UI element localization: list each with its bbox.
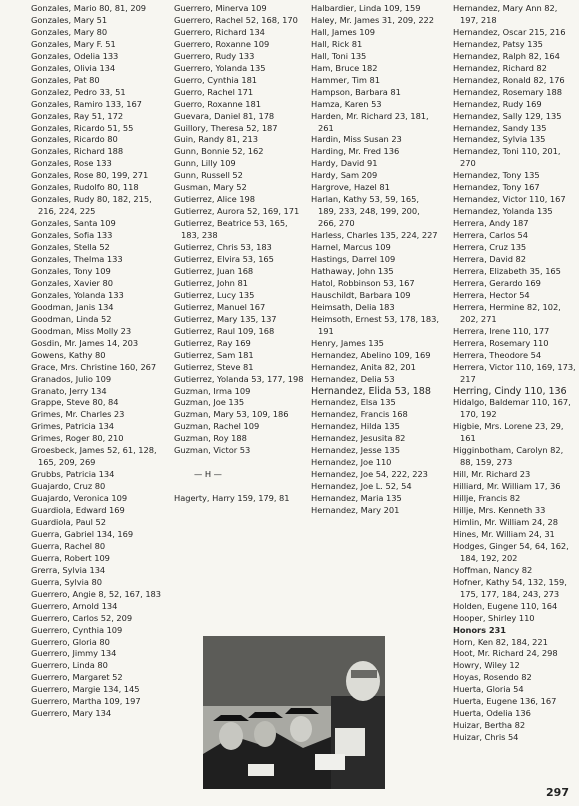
index-entry: Higbie, Mrs. Lorene 23, 29, 161 xyxy=(453,421,564,444)
index-entry: Hernandez, Francis 168 xyxy=(311,409,408,420)
index-entry: Guerrero, Arnold 134 xyxy=(31,600,118,611)
index-entry: Gutierrez, Manuel 167 xyxy=(174,301,266,312)
index-entry: Hall, James 109 xyxy=(311,26,375,37)
index-entry: Guzman, Roy 188 xyxy=(174,433,247,444)
index-entry: Heimsoth, Ernest 53, 178, 183, 191 xyxy=(311,313,439,336)
index-column-2 xyxy=(174,3,304,505)
index-entry: Haley, Mr. James 31, 209, 222 xyxy=(311,14,435,25)
index-entry: Herrera, Elizabeth 35, 165 xyxy=(453,265,561,276)
index-entry: Herrera, Hermine 82, 102, 202, 271 xyxy=(453,301,561,324)
index-entry: Hidalgo, Baldemar 110, 167, 170, 192 xyxy=(453,397,571,420)
index-entry: Hoot, Mr. Richard 24, 298 xyxy=(453,648,558,659)
index-entry: Guin, Randy 81, 213 xyxy=(174,134,258,145)
index-entry: Guerrero, Martha 109, 197 xyxy=(31,696,141,707)
index-entry: Gunn, Russell 52 xyxy=(174,170,243,181)
index-entry: Herrera, David 82 xyxy=(453,254,527,265)
index-entry: Gonzales, Mary 80 xyxy=(31,26,108,37)
index-entry: Gutierrez, Mary 135, 137 xyxy=(174,313,277,324)
index-entry: Hoyas, Rosendo 82 xyxy=(453,672,532,683)
index-entry: Guzman, Joe 135 xyxy=(174,397,245,408)
index-entry: Goodman, Linda 52 xyxy=(31,313,112,324)
index-entry: Guerrero, Angie 8, 52, 167, 183 xyxy=(31,588,162,599)
index-entry: Gonzales, Santa 109 xyxy=(31,218,116,229)
index-entry: Gutierrez, Sam 181 xyxy=(174,349,254,360)
index-entry: Gonzales, Pat 80 xyxy=(31,74,100,85)
index-entry: Gowens, Kathy 80 xyxy=(31,349,106,360)
index-entry: Herrera, Irene 110, 177 xyxy=(453,325,550,336)
index-entry: Harnel, Marcus 109 xyxy=(311,242,391,253)
index-entry: Guardiola, Paul 52 xyxy=(31,516,106,527)
index-entry: Hall, Rick 81 xyxy=(311,38,363,49)
index-entry: Hernandez, Patsy 135 xyxy=(453,38,543,49)
index-entry: Holden, Eugene 110, 164 xyxy=(453,600,558,611)
index-entry: Gonzales, Odelia 133 xyxy=(31,50,119,61)
index-entry: Guerro, Rachel 171 xyxy=(174,86,254,97)
index-entry: Hall, Toni 135 xyxy=(311,50,367,61)
index-entry: Hatol, Robbinson 53, 167 xyxy=(311,277,415,288)
index-entry: Hernandez, Jesse 135 xyxy=(311,445,400,456)
index-entry: Gonzales, Ray 51, 172 xyxy=(31,110,124,121)
index-entry: Hardy, David 91 xyxy=(311,158,378,169)
index-entry: Guzman, Rachel 109 xyxy=(174,421,260,432)
index-entry: Huizar, Chris 54 xyxy=(453,732,519,743)
index-entry: Gonzales, Thelma 133 xyxy=(31,254,123,265)
index-entry: Grerra, Sylvia 134 xyxy=(31,564,106,575)
index-entry: Guerra, Sylvia 80 xyxy=(31,576,102,587)
index-entry: Gutierrez, John 81 xyxy=(174,277,248,288)
index-entry: Granados, Julio 109 xyxy=(31,373,112,384)
index-entry: Hill, Mr. Richard 23 xyxy=(453,469,531,480)
index-entry: Herrera, Cruz 135 xyxy=(453,242,527,253)
index-entry: Hernandez, Hilda 135 xyxy=(311,421,400,432)
index-entry: Grimes, Patricia 134 xyxy=(31,421,115,432)
index-entry: Harlan, Kathy 53, 59, 165, 189, 233, 248, 199, 200, 266, 270 xyxy=(311,194,420,229)
index-entry: Huerta, Gloria 54 xyxy=(453,684,524,695)
index-entry: Hastings, Darrel 109 xyxy=(311,254,396,265)
index-entry: Guerrero, Minerva 109 xyxy=(174,3,267,13)
index-entry: Hernandez, Tony 135 xyxy=(453,170,540,181)
index-entry: Herrera, Gerardo 169 xyxy=(453,277,541,288)
index-entry: Gutierrez, Yolanda 53, 177, 198 xyxy=(174,373,304,384)
index-entry: Guerrero, Linda 80 xyxy=(31,660,108,671)
index-entry: Herrera, Andy 187 xyxy=(453,218,529,229)
index-entry: Hauschildt, Barbara 109 xyxy=(311,289,411,300)
index-entry: Guerrero, Gloria 80 xyxy=(31,636,110,647)
index-entry: Hernandez, Rosemary 188 xyxy=(453,86,562,97)
index-entry: Gosdin, Mr. James 14, 203 xyxy=(31,337,139,348)
index-entry: Hernandez, Sandy 135 xyxy=(453,122,547,133)
index-entry: Guerrero, Mary 134 xyxy=(31,708,112,719)
index-entry: Grappe, Steve 80, 84 xyxy=(31,397,119,408)
index-entry: Guerrero, Roxanne 109 xyxy=(174,38,270,49)
index-entry: Halbardier, Linda 109, 159 xyxy=(311,3,421,13)
index-entry: Hernandez, Jesusita 82 xyxy=(311,433,406,444)
index-entry: Gonzales, Ramiro 133, 167 xyxy=(31,98,142,109)
index-entry: Hernandez, Joe 110 xyxy=(311,457,392,468)
index-entry: Gutierrez, Beatrice 53, 165, 183, 238 xyxy=(174,218,288,241)
index-entry: Henry, James 135 xyxy=(311,337,384,348)
index-entry: Gonzales, Rose 80, 199, 271 xyxy=(31,170,149,181)
index-entry: Guerrero, Yolanda 135 xyxy=(174,62,266,73)
index-entry: Guerra, Rachel 80 xyxy=(31,540,106,551)
index-entry: Harding, Mr. Fred 136 xyxy=(311,146,400,157)
index-entry: Herrera, Theodore 54 xyxy=(453,349,542,360)
index-entry: Gutierrez, Alice 198 xyxy=(174,194,256,205)
index-entry: Hernandez, Elsa 135 xyxy=(311,397,396,408)
index-column-4 xyxy=(453,3,577,744)
index-entry: Hernandez, Sally 129, 135 xyxy=(453,110,562,121)
index-entry: Guerra, Gabriel 134, 169 xyxy=(31,528,134,539)
index-entry: Gonzales, Stella 52 xyxy=(31,242,110,253)
index-entry: Gutierrez, Lucy 135 xyxy=(174,289,255,300)
index-entry: Harden, Mr. Richard 23, 181, 261 xyxy=(311,110,429,133)
index-entry: Gonzales, Rose 133 xyxy=(31,158,112,169)
index-entry: Guardiola, Edward 169 xyxy=(31,505,125,516)
index-entry: Guerrero, Richard 134 xyxy=(174,26,265,37)
index-entry: Hernandez, Maria 135 xyxy=(311,493,402,504)
index-entry: Hillje, Mrs. Kenneth 33 xyxy=(453,505,546,516)
index-entry: Guerra, Robert 109 xyxy=(31,552,110,563)
index-entry: Guzman, Victor 53 xyxy=(174,445,251,456)
index-entry: Hagerty, Harry 159, 179, 81 xyxy=(174,493,290,504)
index-entry: Hofner, Kathy 54, 132, 159, 175, 177, 184, 243, 273 xyxy=(453,576,567,599)
index-entry: Hooper, Shirley 110 xyxy=(453,612,535,623)
index-entry: Gutierrez, Ray 169 xyxy=(174,337,251,348)
index-entry: Hoffman, Nancy 82 xyxy=(453,564,533,575)
index-entry: Gonzales, Olivia 134 xyxy=(31,62,116,73)
index-entry: Gonzales, Richard 188 xyxy=(31,146,124,157)
index-entry: Guerrero, Carlos 52, 209 xyxy=(31,612,133,623)
index-entry: Gutierrez, Juan 168 xyxy=(174,265,254,276)
index-entry: Gonzales, Yolanda 133 xyxy=(31,289,124,300)
index-entry: Gonzales, Mario 80, 81, 209 xyxy=(31,3,147,13)
index-entry: Guzman, Irma 109 xyxy=(174,385,251,396)
index-entry: Gonzales, Rudy 80, 182, 215, 216, 224, 225 xyxy=(31,194,152,217)
index-entry: Gutierrez, Chris 53, 183 xyxy=(174,242,272,253)
index-entry: Guevara, Daniel 81, 178 xyxy=(174,110,275,121)
index-entry: Hernandez, Rudy 169 xyxy=(453,98,542,109)
index-entry: Hernandez, Elida 53, 188 xyxy=(311,385,431,397)
index-entry: Hernandez, Toni 110, 201, 270 xyxy=(453,146,561,169)
index-entry: Hammer, Tim 81 xyxy=(311,74,380,85)
index-entry: Hernandez, Richard 82 xyxy=(453,62,547,73)
index-entry: Grace, Mrs. Christine 160, 267 xyxy=(31,361,157,372)
index-entry: Gutierrez, Elvira 53, 165 xyxy=(174,254,274,265)
index-entry: Guajardo, Veronica 109 xyxy=(31,493,128,504)
index-entry: Hillje, Francis 82 xyxy=(453,493,521,504)
index-entry: Gonzales, Ricardo 80 xyxy=(31,134,118,145)
index-entry: Hernandez, Anita 82, 201 xyxy=(311,361,416,372)
index-column-1 xyxy=(31,3,169,720)
index-entry: Herrera, Hector 54 xyxy=(453,289,530,300)
index-entry: Goodman, Janis 134 xyxy=(31,301,114,312)
index-entry: Gutierrez, Steve 81 xyxy=(174,361,254,372)
index-entry: Harless, Charles 135, 224, 227 xyxy=(311,230,438,241)
index-entry: Hernandez, Oscar 215, 216 xyxy=(453,26,566,37)
index-entry: Hernandez, Sylvia 135 xyxy=(453,134,546,145)
index-entry: Guzman, Mary 53, 109, 186 xyxy=(174,409,289,420)
index-entry: Hodges, Ginger 54, 64, 162, 184, 192, 202 xyxy=(453,540,569,563)
index-entry: Hernandez, Ralph 82, 164 xyxy=(453,50,560,61)
index-entry: Guerrero, Margaret 52 xyxy=(31,672,123,683)
index-entry: Higginbotham, Carolyn 82, 88, 159, 273 xyxy=(453,445,564,468)
index-entry: Guerrero, Cynthia 109 xyxy=(31,624,123,635)
index-entry: Hilliard, Mr. William 17, 36 xyxy=(453,481,561,492)
index-entry: Ham, Bruce 182 xyxy=(311,62,378,73)
index-entry: Hernandez, Ronald 82, 176 xyxy=(453,74,565,85)
index-entry: Gonzalez, Pedro 33, 51 xyxy=(31,86,126,97)
index-entry: Huerta, Odelia 136 xyxy=(453,708,531,719)
index-entry: Hernandez, Tony 167 xyxy=(453,182,540,193)
index-entry: Hernandez, Mary Ann 82, 197, 218 xyxy=(453,3,558,25)
index-entry: Granato, Jerry 134 xyxy=(31,385,107,396)
index-entry: Hernandez, Delia 53 xyxy=(311,373,395,384)
index-entry: Hernandez, Mary 201 xyxy=(311,505,400,516)
index-entry: Hernandez, Joe 54, 222, 223 xyxy=(311,469,428,480)
index-entry: Gonzales, Mary 51 xyxy=(31,14,108,25)
index-entry: Gusman, Mary 52 xyxy=(174,182,247,193)
index-entry: Grubbs, Patricia 134 xyxy=(31,469,115,480)
section-letter-heading: — H — xyxy=(194,469,222,480)
index-entry: Hardin, Miss Susan 23 xyxy=(311,134,402,145)
index-entry: Guerro, Cynthia 181 xyxy=(174,74,258,85)
index-entry: Gonzales, Rudolfo 80, 118 xyxy=(31,182,139,193)
index-entry: Guerro, Roxanne 181 xyxy=(174,98,261,109)
index-entry: Hernandez, Yolanda 135 xyxy=(453,206,553,217)
index-entry: Gonzales, Sofia 133 xyxy=(31,230,113,241)
index-entry: Heimsath, Delia 183 xyxy=(311,301,395,312)
index-entry: Gonzales, Xavier 80 xyxy=(31,277,113,288)
index-entry: Grimes, Mr. Charles 23 xyxy=(31,409,125,420)
index-entry: Herring, Cindy 110, 136 xyxy=(453,385,567,397)
index-entry: Gutierrez, Raul 109, 168 xyxy=(174,325,275,336)
index-entry: Gonzales, Mary F. 51 xyxy=(31,38,116,49)
index-entry: Huerta, Eugene 136, 167 xyxy=(453,696,557,707)
index-entry: Guerrero, Jimmy 134 xyxy=(31,648,117,659)
index-entry: Gonzales, Ricardo 51, 55 xyxy=(31,122,134,133)
index-entry: Huizar, Bertha 82 xyxy=(453,720,526,731)
index-entry: Hampson, Barbara 81 xyxy=(311,86,401,97)
index-entry: Himlin, Mr. William 24, 28 xyxy=(453,516,558,527)
index-column-3 xyxy=(311,3,439,517)
index-entry: Hernandez, Joe L. 52, 54 xyxy=(311,481,412,492)
index-entry: Herrera, Rosemary 110 xyxy=(453,337,549,348)
index-entry: Guerrero, Rudy 133 xyxy=(174,50,255,61)
index-entry: Guerrero, Margie 134, 145 xyxy=(31,684,140,695)
index-entry: Gutierrez, Aurora 52, 169, 171 xyxy=(174,206,300,217)
index-entry: Gunn, Bonnie 52, 162 xyxy=(174,146,264,157)
graduation-photo xyxy=(203,636,385,789)
index-entry: Hernandez, Victor 110, 167 xyxy=(453,194,566,205)
index-entry: Hamza, Karen 53 xyxy=(311,98,382,109)
index-entry: Hines, Mr. William 24, 31 xyxy=(453,528,555,539)
page-number: 297 xyxy=(546,786,569,799)
index-entry: Guerrero, Rachel 52, 168, 170 xyxy=(174,14,298,25)
index-entry: Goodman, Miss Molly 23 xyxy=(31,325,132,336)
index-entry: Gunn, Lilly 109 xyxy=(174,158,236,169)
index-entry: Grimes, Roger 80, 210 xyxy=(31,433,124,444)
index-entry: Guillory, Theresa 52, 187 xyxy=(174,122,278,133)
index-entry: Groesbeck, James 52, 61, 128, 165, 209, 269 xyxy=(31,445,157,468)
index-entry: Horn, Ken 82, 184, 221 xyxy=(453,636,548,647)
index-entry: Herrera, Victor 110, 169, 173, 217 xyxy=(453,361,576,384)
index-entry: Howry, Wiley 12 xyxy=(453,660,520,671)
index-entry: Honors 231 xyxy=(453,624,506,635)
index-entry: Hargrove, Hazel 81 xyxy=(311,182,390,193)
index-entry: Hardy, Sam 209 xyxy=(311,170,378,181)
index-entry: Hathaway, John 135 xyxy=(311,265,394,276)
index-entry: Herrera, Carlos 54 xyxy=(453,230,528,241)
index-entry: Hernandez, Abelino 109, 169 xyxy=(311,349,431,360)
index-entry: Guajardo, Cruz 80 xyxy=(31,481,106,492)
index-entry: Gonzales, Tony 109 xyxy=(31,265,111,276)
